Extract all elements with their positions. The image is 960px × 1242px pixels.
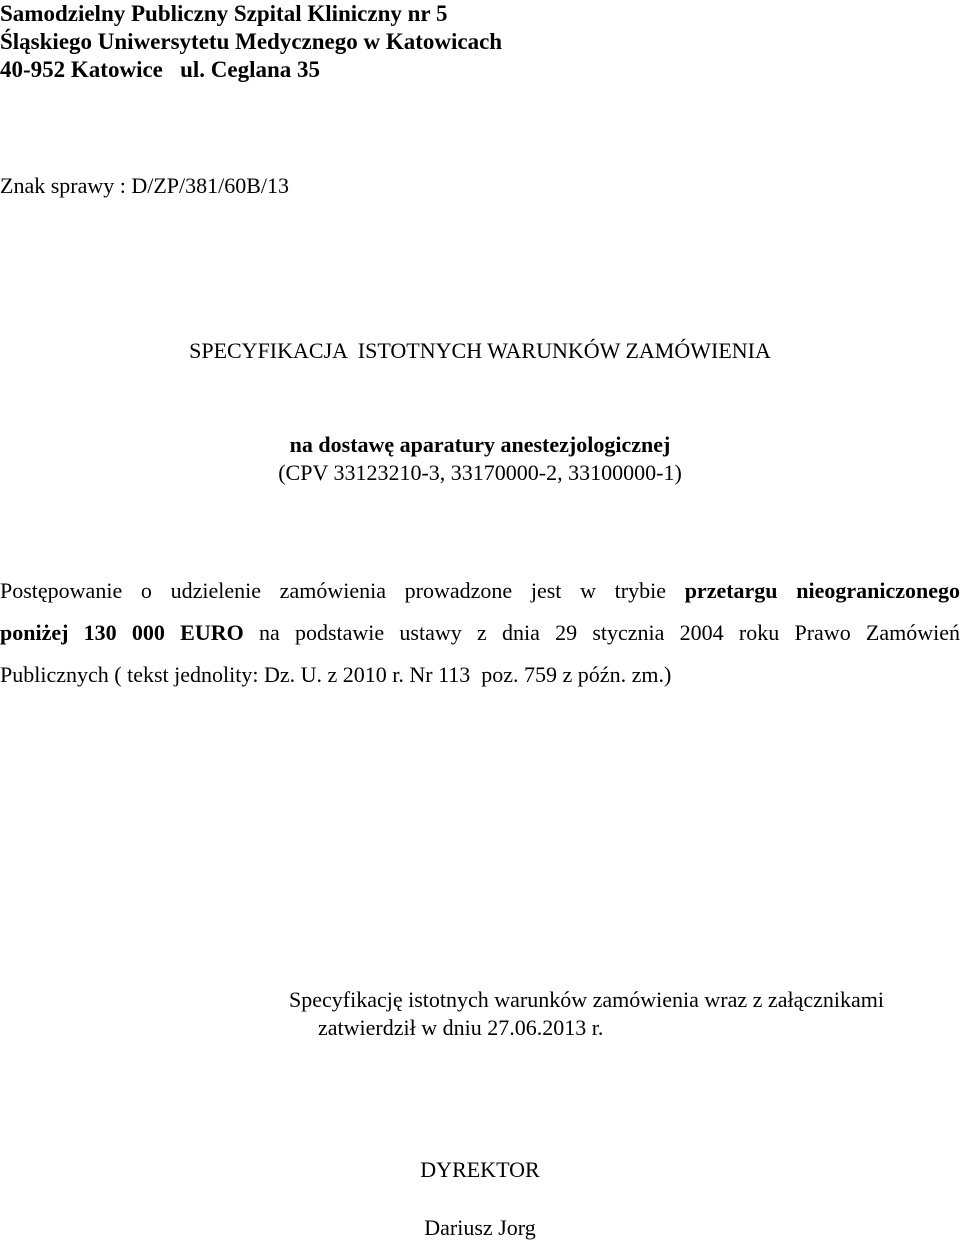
order-subject: [0, 431, 960, 487]
approval-statement: [289, 986, 884, 1042]
procedure-text: Postępowanie o udzielenie zamówienia prowadzone jest w trybie: [0, 578, 685, 603]
subject-description: na dostawę aparatury anestezjologicznej: [289, 432, 671, 457]
cpv-codes: (CPV 33123210-3, 33170000-2, 33100000-1): [278, 460, 682, 485]
hospital-header: [0, 0, 502, 84]
threshold-value: poniżej 130 000 EURO: [0, 620, 244, 645]
case-reference: Znak sprawy : D/ZP/381/60B/13: [0, 173, 290, 198]
address-line: 40-952 Katowice ul. Ceglana 35: [0, 57, 321, 82]
procedure-mode: przetargu nieograniczonego: [684, 578, 960, 603]
signatory-role: DYREKTOR: [420, 1157, 540, 1182]
approval-line-2: zatwierdził w dniu 27.06.2013 r.: [318, 1015, 604, 1040]
document-title: SPECYFIKACJA ISTOTNYCH WARUNKÓW ZAMÓWIENIA: [189, 338, 771, 363]
signatory-name: Dariusz Jorg: [424, 1215, 536, 1240]
legal-basis: na podstawie ustawy z dnia 29 stycznia 2004 roku Prawo Zamówień: [243, 620, 960, 645]
procedure-paragraph: [0, 570, 960, 696]
hospital-name-line: Samodzielny Publiczny Szpital Kliniczny nr 5: [0, 1, 448, 26]
approval-line-1: Specyfikację istotnych warunków zamówienia wraz z załącznikami: [289, 987, 884, 1012]
procedure-line-2: [0, 612, 960, 654]
university-line: Śląskiego Uniwersytetu Medycznego w Katowicach: [0, 29, 503, 54]
procedure-line-3: Publicznych ( tekst jednolity: Dz. U. z 2010 r. Nr 113 poz. 759 z późn. zm.): [0, 662, 672, 687]
procedure-line-1: [0, 570, 960, 612]
